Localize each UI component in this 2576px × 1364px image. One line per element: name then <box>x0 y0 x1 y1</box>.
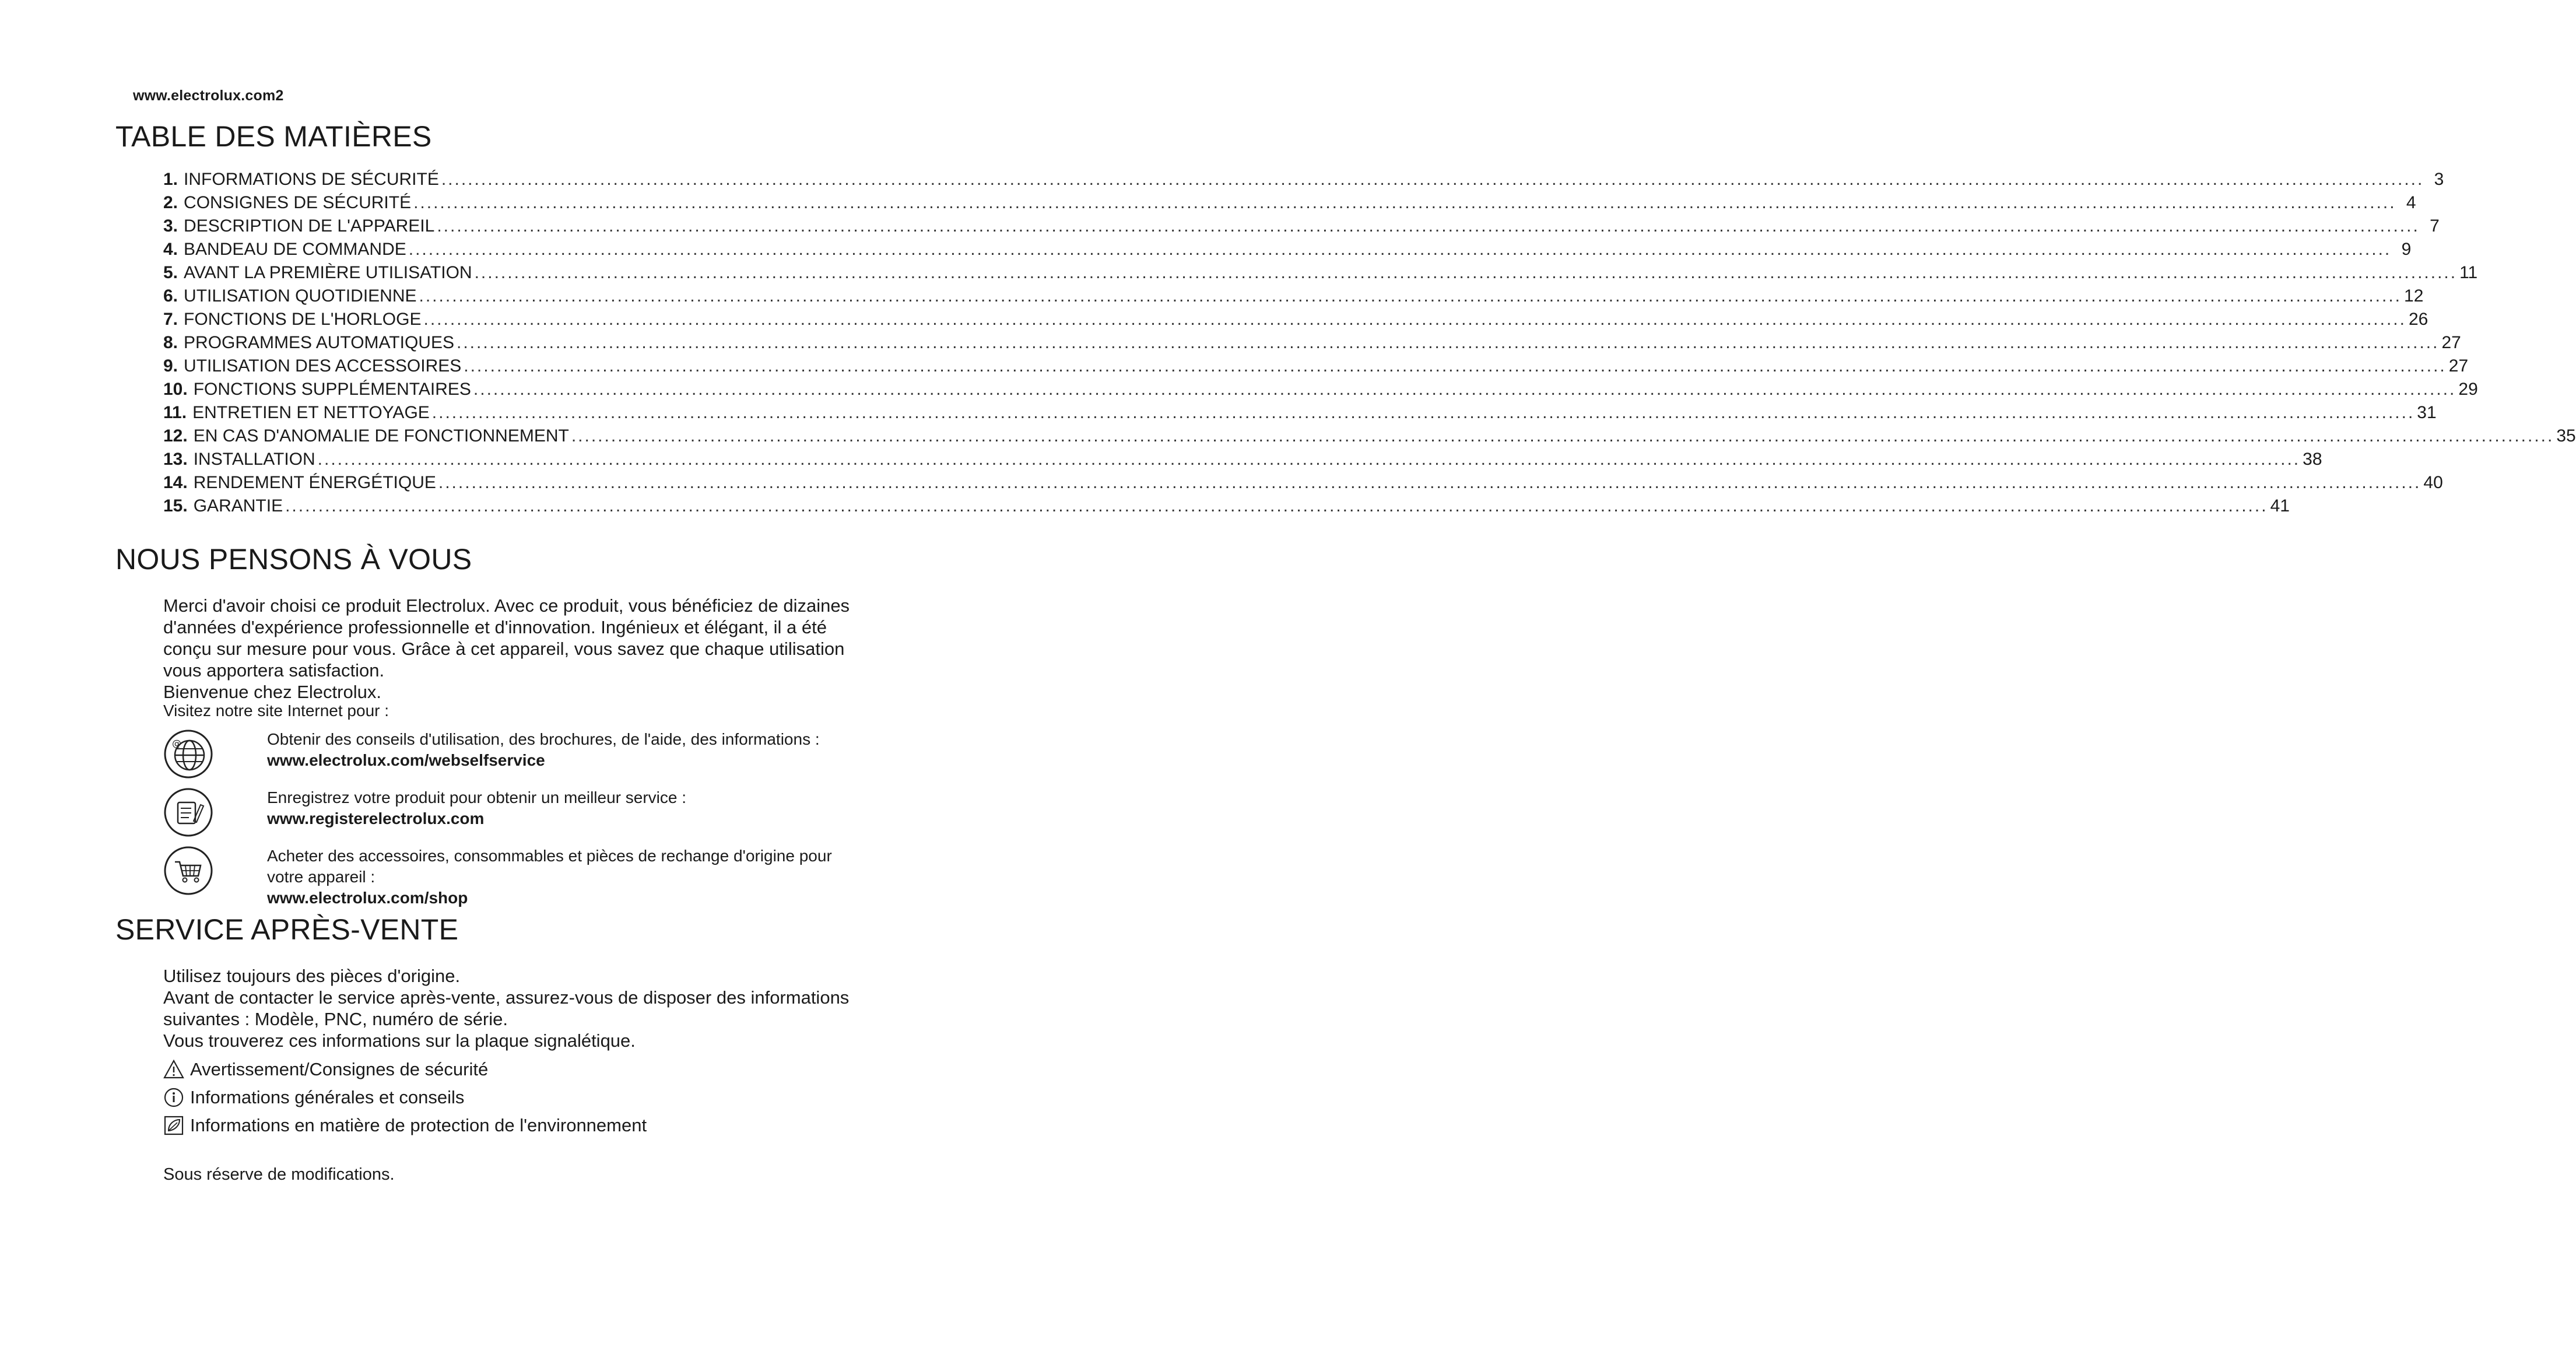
toc-leader-dots: ............................................................................................................................................................................................................................................................................................................ <box>473 380 2456 399</box>
toc-row[interactable] <box>163 261 2478 285</box>
toc-row[interactable] <box>163 331 2461 355</box>
link-text-block <box>267 846 862 909</box>
toc-number: 2. <box>163 193 178 212</box>
legend-row-info <box>163 1084 863 1111</box>
toc-page-number: 9 <box>2401 240 2412 259</box>
sav-title: SERVICE APRÈS-VENTE <box>115 913 459 946</box>
intro-text: Merci d'avoir choisi ce produit Electrolux. Avec ce produit, vous bénéficiez de dizaines d'années d'expérience professionnelle et d'innovation. Ingénieux et élégant, il a été conçu sur mesure pour vous. Grâce à cet appareil, vous savez que chaque utilisation vous apportera satisfaction. <box>163 595 850 681</box>
toc-row[interactable] <box>163 355 2469 378</box>
toc-leader-dots: ............................................................................................................................................................................................................................................................................................................ <box>413 193 2396 212</box>
toc-label: INSTALLATION <box>193 450 315 469</box>
shop-link[interactable]: www.electrolux.com/shop <box>267 889 468 907</box>
link-row-shop <box>163 846 863 907</box>
toc-row[interactable] <box>163 425 2576 448</box>
toc-label: UTILISATION QUOTIDIENNE <box>184 286 417 306</box>
toc-number: 6. <box>163 286 178 306</box>
toc-page-number: 11 <box>2459 263 2478 282</box>
link-row-register <box>163 787 863 846</box>
toc-label: INFORMATIONS DE SÉCURITÉ <box>184 170 439 189</box>
sav-line: Avant de contacter le service après-vente, assurez-vous de disposer des informations suivantes : Modèle, PNC, numéro de série. <box>163 987 850 1029</box>
toc-page-number: 4 <box>2406 193 2416 212</box>
toc-page-number: 38 <box>2303 450 2322 469</box>
toc-row[interactable] <box>163 308 2428 331</box>
toc-leader-dots: ............................................................................................................................................................................................................................................................................................................ <box>438 473 2421 492</box>
legend-row-environment <box>163 1111 863 1139</box>
toc-number: 9. <box>163 356 178 376</box>
toc-page-number: 7 <box>2430 216 2440 236</box>
nous-title: NOUS PENSONS À VOUS <box>115 543 472 576</box>
toc-leader-dots: ............................................................................................................................................................................................................................................................................................................ <box>441 170 2424 189</box>
toc-number: 14. <box>163 473 188 492</box>
toc-leader-dots: ............................................................................................................................................................................................................................................................................................................ <box>431 403 2415 422</box>
toc-number: 5. <box>163 263 178 282</box>
toc-leader-dots: ............................................................................................................................................................................................................................................................................................................ <box>464 356 2447 376</box>
toc-page-number: 35 <box>2556 426 2576 446</box>
toc-number: 4. <box>163 240 178 259</box>
toc-label: UTILISATION DES ACCESSOIRES <box>184 356 462 376</box>
reserve-note: Sous réserve de modifications. <box>163 1165 395 1184</box>
toc-label: GARANTIE <box>193 496 283 516</box>
toc-label: FONCTIONS SUPPLÉMENTAIRES <box>193 380 471 399</box>
legend-text: Avertissement/Consignes de sécurité <box>190 1059 489 1079</box>
webselfservice-link[interactable]: www.electrolux.com/webselfservice <box>267 751 545 769</box>
toc-row[interactable] <box>163 168 2444 191</box>
toc-row[interactable] <box>163 285 2424 308</box>
toc-label: DESCRIPTION DE L'APPAREIL <box>184 216 435 236</box>
toc-label: CONSIGNES DE SÉCURITÉ <box>184 193 412 212</box>
link-text-block <box>267 787 862 829</box>
link-description: Obtenir des conseils d'utilisation, des brochures, de l'aide, des informations : <box>267 730 820 748</box>
toc-number: 15. <box>163 496 188 516</box>
toc-number: 1. <box>163 170 178 189</box>
toc-leader-dots: ............................................................................................................................................................................................................................................................................................................ <box>285 496 2268 516</box>
link-description: Enregistrez votre produit pour obtenir un meilleur service : <box>267 788 687 807</box>
page-header-site: www.electrolux.com2 <box>133 87 284 104</box>
toc-leader-dots: ............................................................................................................................................................................................................................................................................................................ <box>408 240 2392 259</box>
toc-number: 12. <box>163 426 188 446</box>
toc-leader-dots: ............................................................................................................................................................................................................................................................................................................ <box>571 426 2554 446</box>
toc-label: RENDEMENT ÉNERGÉTIQUE <box>193 473 436 492</box>
toc-label: ENTRETIEN ET NETTOYAGE <box>192 403 430 422</box>
toc-number: 11. <box>163 403 187 422</box>
legend-text: Informations en matière de protection de l'environnement <box>190 1115 647 1135</box>
toc-page-number: 29 <box>2458 380 2478 399</box>
intro-paragraph <box>163 595 863 703</box>
link-description: Acheter des accessoires, consommables et pièces de rechange d'origine pour votre appareil : <box>267 847 832 886</box>
toc-leader-dots: ............................................................................................................................................................................................................................................................................................................ <box>317 450 2301 469</box>
toc-row[interactable] <box>163 495 2290 518</box>
sav-line: Utilisez toujours des pièces d'origine. <box>163 966 461 986</box>
toc-page-number: 40 <box>2423 473 2443 492</box>
document-icon <box>163 787 213 837</box>
toc-title: TABLE DES MATIÈRES <box>115 120 432 153</box>
toc-number: 8. <box>163 333 178 352</box>
toc-page-number: 27 <box>2448 356 2469 376</box>
toc-page-number: 26 <box>2408 310 2428 329</box>
warning-icon <box>163 1059 184 1080</box>
info-icon <box>163 1087 184 1108</box>
legend-row-warning <box>163 1056 863 1084</box>
toc-leader-dots: ............................................................................................................................................................................................................................................................................................................ <box>456 333 2440 352</box>
legend-text: Informations générales et conseils <box>190 1087 465 1107</box>
toc-label: FONCTIONS DE L'HORLOGE <box>184 310 422 329</box>
welcome-text: Bienvenue chez Electrolux. <box>163 682 381 702</box>
toc-page-number: 3 <box>2434 170 2444 189</box>
toc-row[interactable] <box>163 238 2412 261</box>
svg-text:@: @ <box>172 738 181 749</box>
link-row-webselfservice <box>163 729 863 787</box>
toc-row[interactable] <box>163 191 2416 215</box>
toc-leader-dots: ............................................................................................................................................................................................................................................................................................................ <box>474 263 2458 282</box>
toc-number: 10. <box>163 380 188 399</box>
toc-label: PROGRAMMES AUTOMATIQUES <box>184 333 454 352</box>
table-of-contents <box>163 168 2576 518</box>
toc-row[interactable] <box>163 401 2437 425</box>
toc-row[interactable] <box>163 471 2443 495</box>
toc-leader-dots: ............................................................................................................................................................................................................................................................................................................ <box>423 310 2406 329</box>
toc-page-number: 27 <box>2441 333 2461 352</box>
toc-label: BANDEAU DE COMMANDE <box>184 240 406 259</box>
sav-line: Vous trouverez ces informations sur la plaque signalétique. <box>163 1030 636 1051</box>
toc-number: 3. <box>163 216 178 236</box>
link-text-block <box>267 729 862 771</box>
cart-icon <box>163 846 213 896</box>
toc-number: 13. <box>163 450 188 469</box>
toc-row[interactable] <box>163 448 2322 471</box>
toc-row[interactable] <box>163 378 2478 401</box>
toc-page-number: 12 <box>2404 286 2424 306</box>
toc-page-number: 41 <box>2270 496 2290 516</box>
leaf-icon <box>163 1115 184 1136</box>
symbol-legend <box>163 1056 863 1139</box>
toc-leader-dots: ............................................................................................................................................................................................................................................................................................................ <box>419 286 2402 306</box>
toc-leader-dots: ............................................................................................................................................................................................................................................................................................................ <box>437 216 2420 236</box>
register-link[interactable]: www.registerelectrolux.com <box>267 809 485 827</box>
toc-label: AVANT LA PREMIÈRE UTILISATION <box>184 263 472 282</box>
globe-icon <box>163 729 213 779</box>
toc-page-number: 31 <box>2417 403 2437 422</box>
visit-text: Visitez notre site Internet pour : <box>163 702 389 720</box>
sav-paragraph <box>163 965 863 1051</box>
toc-label: EN CAS D'ANOMALIE DE FONCTIONNEMENT <box>193 426 569 446</box>
toc-row[interactable] <box>163 215 2440 238</box>
toc-number: 7. <box>163 310 178 329</box>
